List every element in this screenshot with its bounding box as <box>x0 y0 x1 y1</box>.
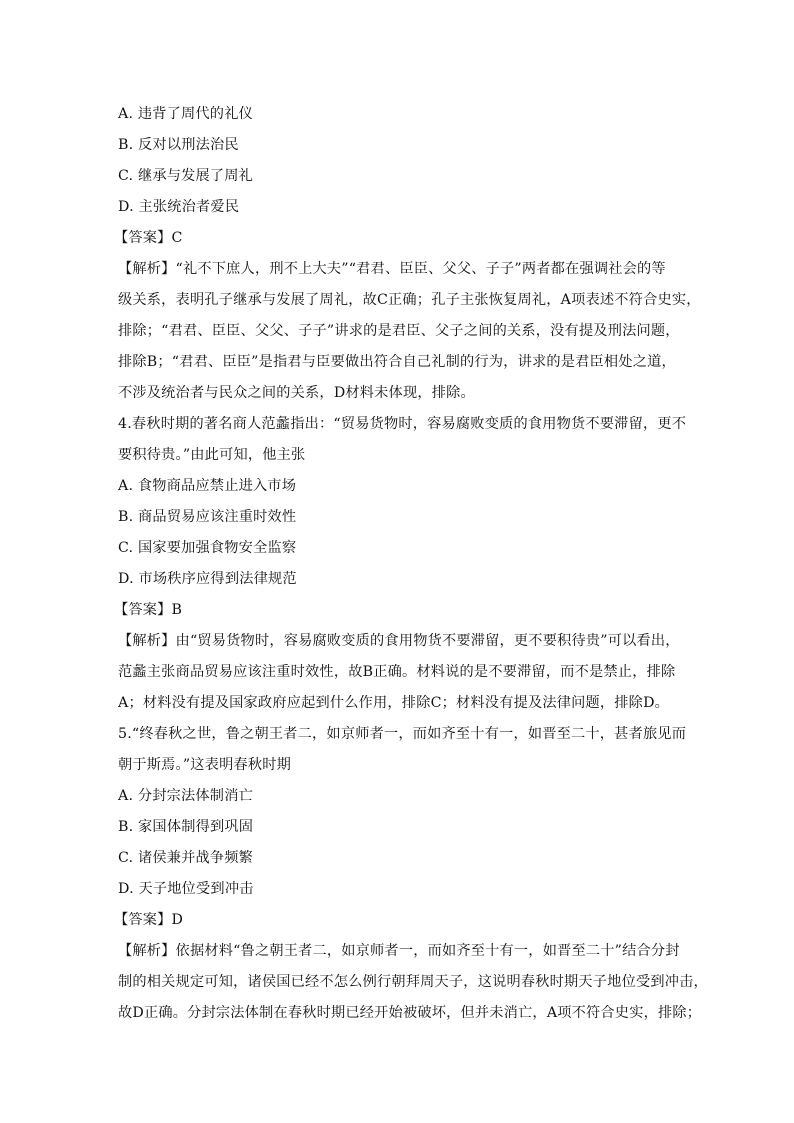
q4-option-c: C. 国家要加强食物安全监察 <box>118 540 297 556</box>
q4-option-b: B. 商品贸易应该注重时效性 <box>118 509 297 525</box>
q3-analysis-line: 级关系，表明孔子继承与发展了周礼，故C正确；孔子主张恢复周礼，A项表述不符合史实， <box>118 292 701 308</box>
q5-option-a: A. 分封宗法体制消亡 <box>118 788 253 804</box>
q3-option-d: D. 主张统治者爱民 <box>118 199 240 215</box>
q3-analysis-line: 排除B；“君君、臣臣”是指君与臣要做出符合自己礼制的行为，讲求的是君臣相处之道， <box>118 354 676 370</box>
q5-analysis-line: 【解析】依据材料“鲁之朝王者二，如京师者一，而如齐至十有一，如晋至二十”结合分封 <box>118 943 680 959</box>
q3-analysis-line: 不涉及统治者与民众之间的关系，D材料未体现，排除。 <box>118 385 475 401</box>
q5-analysis-line: 制的相关规定可知，诸侯国已经不怎么例行朝拜周天子，这说明春秋时期天子地位受到冲击， <box>118 974 708 990</box>
q3-option-a: A. 违背了周代的礼仪 <box>118 106 253 122</box>
q4-analysis-line: A；材料没有提及国家政府应起到什么作用，排除C；材料没有提及法律问题，排除D。 <box>118 695 670 711</box>
q5-analysis-line: 故D正确。分封宗法体制在春秋时期已经开始被破坏，但并未消亡，A项不符合史实，排除； <box>118 1005 702 1021</box>
q4-stem-line: 4.春秋时期的著名商人范蠡指出：“贸易货物时，容易腐败变质的食用物货不要滞留，更不 <box>118 416 687 432</box>
q5-option-b: B. 家国体制得到巩固 <box>118 819 254 835</box>
q3-option-b: B. 反对以刑法治民 <box>118 137 239 153</box>
q3-analysis-line: 排除；“君君、臣臣、父父、子子”讲求的是君臣、父子之间的关系，没有提及刑法问题， <box>118 323 680 339</box>
q4-analysis-line: 【解析】由“贸易货物时，容易腐败变质的食用物货不要滞留，更不要积待贵”可以看出， <box>118 633 680 649</box>
q4-option-d: D. 市场秩序应得到法律规范 <box>118 571 297 587</box>
q4-answer: 【答案】B <box>114 602 183 618</box>
q5-stem-line: 朝于斯焉。”这表明春秋时期 <box>118 757 292 773</box>
q5-option-d: D. 天子地位受到冲击 <box>118 881 254 897</box>
q5-option-c: C. 诸侯兼并战争频繁 <box>118 850 254 866</box>
q3-analysis-line: 【解析】“礼不下庶人，刑不上大夫”“君君、臣臣、父父、子子”两者都在强调社会的等 <box>118 261 666 277</box>
q3-answer: 【答案】C <box>114 230 183 246</box>
q5-stem-line: 5.“终春秋之世，鲁之朝王者二，如京师者一，而如齐至十有一，如晋至二十，甚者旅见而 <box>118 726 687 742</box>
q4-analysis-line: 范蠡主张商品贸易应该注重时效性，故B正确。材料说的是不要滞留，而不是禁止，排除 <box>118 664 676 680</box>
q3-option-c: C. 继承与发展了周礼 <box>118 168 254 184</box>
q4-stem-line: 要积待贵。”由此可知，他主张 <box>118 447 306 463</box>
q5-answer: 【答案】D <box>114 912 184 928</box>
q4-option-a: A. 食物商品应禁止进入市场 <box>118 478 297 494</box>
